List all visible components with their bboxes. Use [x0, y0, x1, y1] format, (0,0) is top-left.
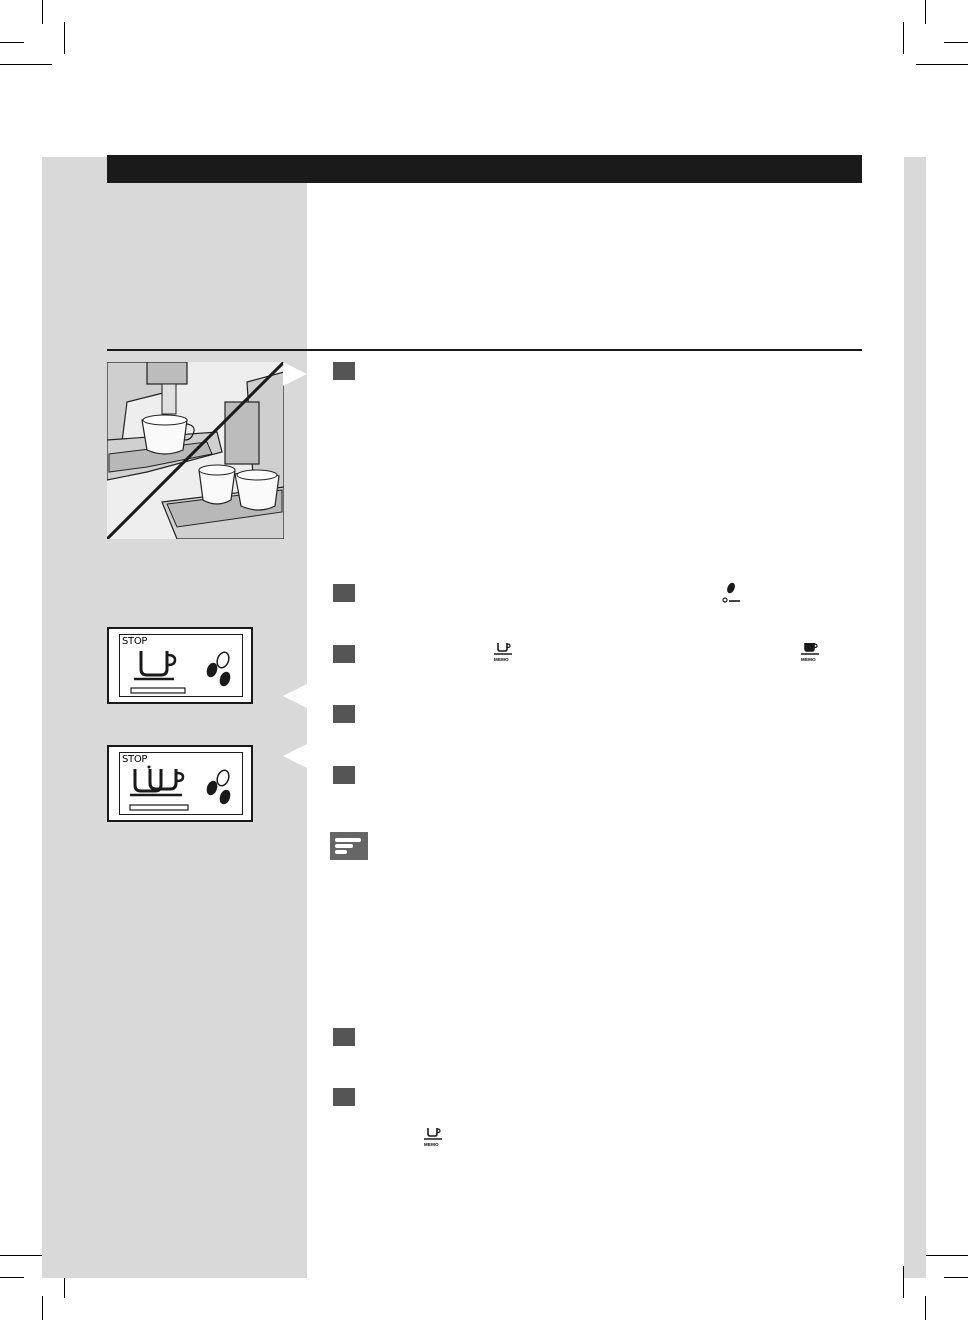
- memo-label: MEMO: [424, 1142, 439, 1147]
- pointer-wedge: [283, 362, 309, 386]
- espresso-cup-memo-icon: [798, 641, 822, 667]
- step-number-box: [333, 1088, 355, 1106]
- single-cup-icon: [128, 645, 238, 695]
- step-number-box: [333, 584, 355, 602]
- pointer-wedge: [283, 684, 309, 708]
- step-number-box: [333, 645, 355, 663]
- coffee-machine-illustration: [107, 362, 284, 539]
- left-margin-panel: [42, 157, 307, 1278]
- lcd-display-single: [107, 627, 253, 704]
- step-number-box: [333, 705, 355, 723]
- espresso-cup-memo-icon: [421, 1126, 445, 1152]
- lcd-stop-label: STOP: [122, 754, 148, 765]
- coffee-bean-aroma-icon: [719, 581, 741, 607]
- step-number-box: [333, 766, 355, 784]
- double-cup-icon: [128, 763, 238, 813]
- pointer-wedge: [283, 744, 309, 768]
- right-edge-strip: [904, 157, 926, 1278]
- section-header-bar: [107, 155, 862, 183]
- step-number-box: [333, 362, 355, 380]
- coffee-bean-icon: [205, 651, 233, 688]
- memo-label: MEMO: [801, 657, 816, 662]
- step-number-box: [333, 1028, 355, 1046]
- lcd-display-double: [107, 745, 253, 822]
- espresso-cup-memo-icon: [491, 641, 515, 667]
- note-icon: [330, 832, 368, 860]
- lcd-stop-label: STOP: [122, 636, 148, 647]
- section-divider: [107, 349, 862, 351]
- coffee-bean-icon: [205, 769, 233, 806]
- memo-label: MEMO: [494, 657, 509, 662]
